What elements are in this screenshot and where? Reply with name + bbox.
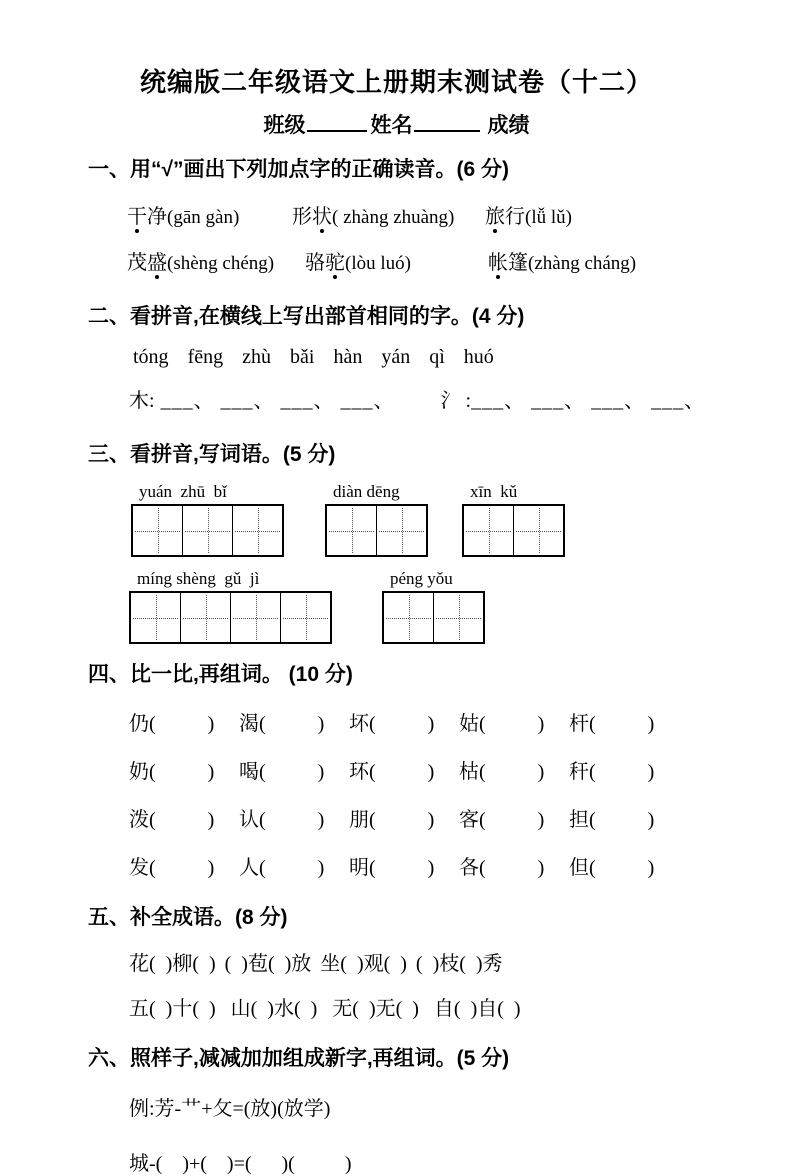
compare-char: 明 (349, 857, 369, 879)
dotted-char: 盛 (147, 246, 167, 275)
pinyin-syllable: huó (463, 346, 494, 368)
word-item: 干净(gān gàn) (127, 200, 292, 229)
compare-item: 但( ) (569, 857, 655, 879)
compare-item: 人( ) (239, 857, 325, 879)
radical-group-wood (129, 384, 395, 413)
writing-cell (377, 506, 426, 555)
compare-item: 客( ) (459, 809, 545, 831)
compare-char: 喝 (239, 761, 259, 783)
section-3-heading: 三、看拼音,写词语。(5 分) (88, 443, 336, 466)
pronunciation-row-1 (127, 200, 723, 229)
compare-char: 认 (239, 809, 259, 831)
compare-char: 担 (569, 809, 589, 831)
idiom-item: ( )枝( )秀 (415, 953, 503, 975)
word-item: 帐篷(zhàng cháng) (488, 246, 636, 275)
tianzige-boxes (462, 504, 565, 557)
writing-cell (181, 593, 231, 642)
writing-group (131, 482, 284, 557)
compare-item: 发( ) (129, 857, 215, 879)
compare-item: 朋( ) (349, 809, 435, 831)
compare-char: 坏 (349, 713, 369, 735)
section-2 (88, 300, 723, 413)
section-5 (88, 901, 723, 1021)
word-item: 形状( zhàng zhuàng) (292, 200, 485, 229)
class-blank (307, 112, 367, 132)
dotted-char: 干 (127, 200, 147, 229)
name-label: 姓名 (370, 114, 413, 137)
section-5-heading: 五、补全成语。(8 分) (88, 906, 288, 929)
compare-item: 喝( ) (239, 761, 325, 783)
pinyin-label: xīn kǔ (470, 482, 518, 501)
compare-item: 泼( ) (129, 809, 215, 831)
compare-item: 秆( ) (569, 761, 655, 783)
tianzige-boxes (129, 591, 332, 644)
page-title: 统编版二年级语文上册期末测试卷（十二） (139, 67, 653, 97)
exercise-line: 城-( )+( )=( )( ) (129, 1153, 352, 1175)
pinyin-syllable: zhù (242, 346, 271, 368)
writing-cell (384, 593, 434, 642)
compare-row (129, 803, 723, 832)
idiom-row (129, 947, 723, 976)
writing-group (382, 569, 485, 644)
compare-char: 泼 (129, 809, 149, 831)
compare-item: 明( ) (349, 857, 435, 879)
writing-cell (464, 506, 514, 555)
idiom-item: 无( )无( ) (332, 998, 419, 1020)
compare-char: 秆 (569, 761, 589, 783)
writing-grid-row-2 (129, 569, 723, 644)
pinyin-label: péng yǒu (390, 569, 453, 588)
student-info-line (70, 109, 723, 139)
writing-group (462, 482, 565, 557)
pinyin-syllable: bǎi (290, 346, 315, 368)
pinyin-syllable: yán (381, 346, 411, 368)
radical-blanks-row (129, 384, 723, 413)
idiom-item: 坐( )观( ) (320, 953, 407, 975)
word-item: 茂盛(shèng chéng) (127, 246, 305, 275)
word-item: 骆驼(lòu luó) (305, 246, 488, 275)
compare-item: 仍( ) (129, 713, 215, 735)
section-6-heading: 六、照样子,减减加加组成新字,再组词。(5 分) (88, 1047, 510, 1070)
writing-cell (434, 593, 483, 642)
compare-char: 渴 (239, 713, 259, 735)
pinyin-options: (zhàng cháng) (528, 253, 637, 274)
radical-label: 氵 : (440, 390, 472, 412)
writing-cell (231, 593, 281, 642)
pinyin-options: ( zhàng zhuàng) (332, 207, 455, 228)
section-1-heading: 一、用“√”画出下列加点字的正确读音。(6 分) (88, 158, 510, 181)
compare-item: 坏( ) (349, 713, 435, 735)
writing-cell (133, 506, 183, 555)
compare-char: 姑 (459, 713, 479, 735)
tianzige-boxes (131, 504, 284, 557)
pinyin-options: (lǚ lǔ) (525, 207, 572, 228)
compare-item: 环( ) (349, 761, 435, 783)
dotted-char: 状 (312, 200, 332, 229)
example-line: 例:芳-艹+攵=(放)(放学) (129, 1098, 331, 1120)
writing-cell (131, 593, 181, 642)
writing-grid-row-1 (129, 482, 723, 557)
compare-char: 但 (569, 857, 589, 879)
compare-item: 渴( ) (239, 713, 325, 735)
compare-char: 仍 (129, 713, 149, 735)
writing-cell (327, 506, 377, 555)
compare-char: 客 (459, 809, 479, 831)
writing-group (325, 482, 428, 557)
compare-item: 奶( ) (129, 761, 215, 783)
dotted-char: 驼 (325, 246, 345, 275)
tianzige-boxes (382, 591, 485, 644)
section-6 (88, 1042, 723, 1176)
idiom-item: 五( )十( ) (129, 998, 216, 1020)
compare-item: 各( ) (459, 857, 545, 879)
compare-char: 杆 (569, 713, 589, 735)
radical-group-water (441, 384, 706, 413)
dotted-char: 帐 (488, 246, 508, 275)
compare-item: 担( ) (569, 809, 655, 831)
writing-cell (514, 506, 563, 555)
pinyin-options: (lòu luó) (345, 253, 411, 274)
pinyin-label: míng shèng gǔ jì (137, 569, 260, 588)
writing-group (129, 569, 332, 644)
compare-item: 杆( ) (569, 713, 655, 735)
pinyin-label: diàn dēng (333, 482, 400, 501)
score-label: 成绩 (487, 114, 530, 137)
section-3 (88, 438, 723, 644)
class-label: 班级 (263, 114, 306, 137)
dotted-char: 旅 (485, 200, 505, 229)
idiom-item: ( )苞( )放 (224, 953, 312, 975)
compare-char: 奶 (129, 761, 149, 783)
idiom-item: 花( )柳( ) (129, 953, 216, 975)
compare-item: 枯( ) (459, 761, 545, 783)
radical-blanks: ___、 ___、 ___、 ___、 (471, 390, 706, 412)
compare-row (129, 707, 723, 736)
pinyin-options: (gān gàn) (167, 207, 240, 228)
idiom-row (129, 992, 723, 1021)
pinyin-options: (shèng chéng) (167, 253, 275, 274)
pinyin-syllable: hàn (333, 346, 363, 368)
compare-char: 发 (129, 857, 149, 879)
pinyin-label: yuán zhū bǐ (139, 482, 227, 501)
compare-char: 人 (239, 857, 259, 879)
radical-blanks: ___、 ___、 ___、 ___、 (154, 390, 395, 412)
idiom-item: 自( )自( ) (433, 998, 521, 1020)
compare-item: 姑( ) (459, 713, 545, 735)
compare-row (129, 755, 723, 784)
pinyin-syllable-row (133, 346, 723, 369)
section-4-heading: 四、比一比,再组词。 (10 分) (88, 663, 353, 686)
compare-char: 枯 (459, 761, 479, 783)
pinyin-syllable: fēng (187, 346, 224, 368)
pronunciation-row-2 (127, 246, 723, 275)
compare-char: 环 (349, 761, 369, 783)
writing-cell (183, 506, 233, 555)
word-item: 旅行(lǚ lǔ) (485, 200, 572, 229)
writing-cell (233, 506, 282, 555)
radical-label: 木: (129, 390, 155, 412)
pinyin-syllable: tóng (133, 346, 169, 368)
compare-item: 认( ) (239, 809, 325, 831)
pinyin-syllable: qì (429, 346, 445, 368)
section-2-heading: 二、看拼音,在横线上写出部首相同的字。(4 分) (88, 305, 525, 328)
section-1 (88, 153, 723, 275)
name-blank (414, 112, 480, 132)
tianzige-boxes (325, 504, 428, 557)
compare-char: 朋 (349, 809, 369, 831)
compare-char: 各 (459, 857, 479, 879)
idiom-item: 山( )水( ) (230, 998, 318, 1020)
writing-cell (281, 593, 330, 642)
section-4 (88, 658, 723, 880)
compare-row (129, 851, 723, 880)
